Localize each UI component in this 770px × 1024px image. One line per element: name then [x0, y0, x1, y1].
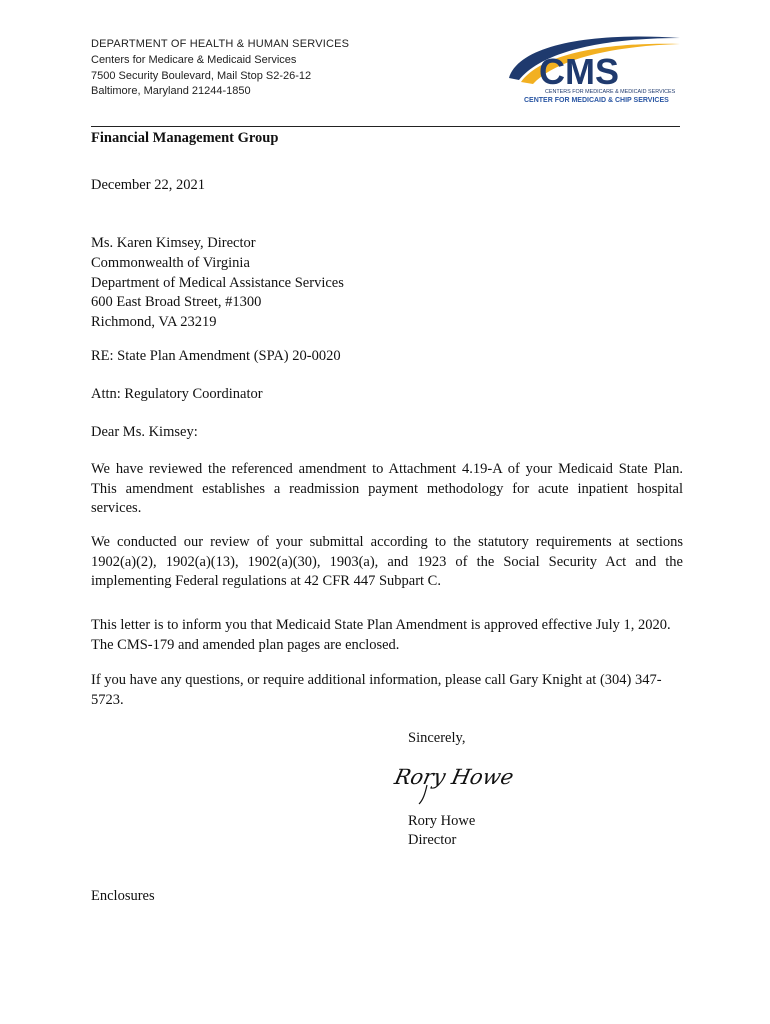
- signer-name: Rory Howe: [408, 813, 476, 829]
- attn-line: Attn: Regulatory Coordinator: [91, 386, 263, 402]
- recipient-line-1: Ms. Karen Kimsey, Director: [91, 235, 256, 251]
- recipient-line-2: Commonwealth of Virginia: [91, 255, 250, 271]
- body-paragraph-2: We conducted our review of your submittal according to the statutory requirements at sections 1902(a)(2), 1902(a)(13), 1902(a)(30), 1903(a), and 1923 of the Social Security Act and the implementing Federal regulations at 42 CFR 447 Subpart C.: [91, 534, 683, 589]
- cms-logo-sub2: CENTER FOR MEDICAID & CHIP SERVICES: [524, 97, 669, 104]
- recipient-line-4: 600 East Broad Street, #1300: [91, 294, 262, 310]
- letterhead-address: 7500 Security Boulevard, Mail Stop S2-26-12: [91, 70, 312, 82]
- cms-logo-sub1: CENTERS FOR MEDICARE & MEDICAID SERVICES: [545, 89, 676, 95]
- signer-title: Director: [408, 832, 457, 848]
- letterhead-department: DEPARTMENT OF HEALTH & HUMAN SERVICES: [91, 38, 350, 50]
- group-heading: Financial Management Group: [91, 130, 279, 146]
- body-paragraph-3: This letter is to inform you that Medicaid State Plan Amendment is approved effective July 1, 2020. The CMS-179 and amended plan pages are enclosed.: [91, 617, 671, 653]
- body-paragraph-4: If you have any questions, or require additional information, please call Gary Knight at (304) 347-5723.: [91, 672, 662, 708]
- closing: Sincerely,: [408, 730, 466, 746]
- cms-logo: [505, 30, 690, 110]
- letterhead-city: Baltimore, Maryland 21244-1850: [91, 85, 251, 97]
- letter-date: December 22, 2021: [91, 177, 205, 193]
- header-divider: [91, 126, 680, 127]
- re-line: RE: State Plan Amendment (SPA) 20-0020: [91, 348, 341, 364]
- recipient-line-3: Department of Medical Assistance Services: [91, 275, 344, 291]
- signature-script: Rory Howe: [392, 765, 516, 790]
- handwritten-signature: [392, 758, 516, 806]
- cms-logo-text: CMS: [539, 51, 619, 92]
- letterhead-centers: Centers for Medicare & Medicaid Services: [91, 54, 297, 66]
- body-paragraph-1: We have reviewed the referenced amendment to Attachment 4.19-A of your Medicaid State Plan. This amendment establishes a readmission payment methodology for acute inpatient hospital services.: [91, 461, 683, 516]
- enclosures-label: Enclosures: [91, 888, 155, 904]
- salutation: Dear Ms. Kimsey:: [91, 424, 198, 440]
- recipient-line-5: Richmond, VA 23219: [91, 314, 217, 330]
